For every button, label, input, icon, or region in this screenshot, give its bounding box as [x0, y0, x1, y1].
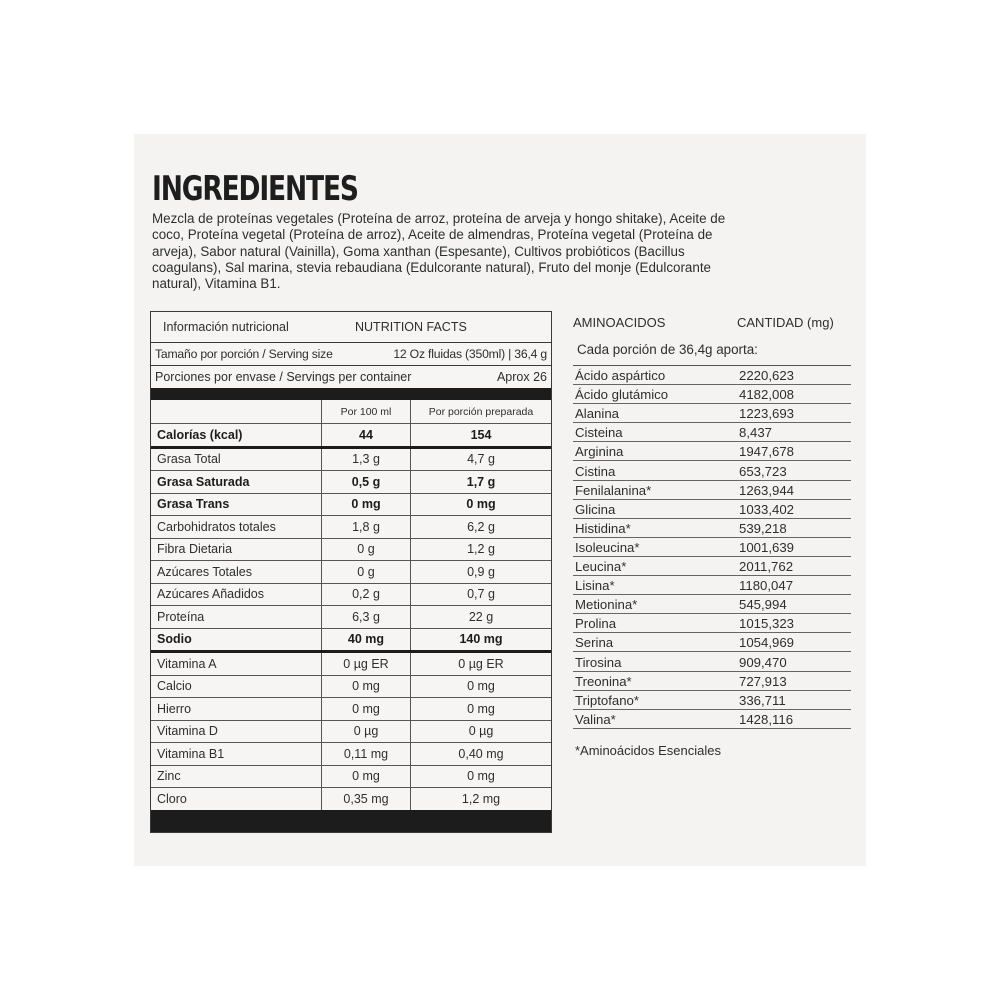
value-per-serving: 0 mg [467, 701, 495, 716]
nutrient-name: Vitamina A [151, 653, 322, 675]
nutrition-row [151, 788, 551, 810]
value-per-100ml: 0 mg [322, 698, 411, 720]
value-per-100ml: 44 [322, 424, 411, 446]
amino-name: Serina [575, 635, 614, 651]
amino-footnote: *Aminoácidos Esenciales [575, 742, 721, 758]
nutrition-row [151, 721, 551, 744]
amino-name: Cistina [575, 463, 616, 479]
nutrition-header-en: NUTRITION FACTS [355, 320, 467, 334]
amino-name: Lisina* [575, 578, 615, 594]
amino-row [573, 366, 851, 385]
amino-name: Leucina* [575, 559, 627, 575]
amino-row [573, 442, 851, 461]
value-per-100ml: 6,3 g [322, 606, 411, 628]
amino-value: 336,711 [739, 692, 786, 708]
value-per-100ml: 40 mg [322, 629, 411, 651]
nutrient-name: Vitamina D [151, 721, 322, 743]
amino-list [573, 365, 851, 729]
amino-value: 1001,639 [739, 539, 795, 555]
amino-acids-panel [573, 311, 851, 758]
amino-value: 1180,047 [739, 578, 794, 594]
amino-value: 539,218 [739, 520, 787, 536]
ingredients-title: INGREDIENTES [152, 169, 358, 209]
amino-name: Glicina [575, 501, 616, 517]
amino-value: 2220,623 [739, 368, 795, 384]
value-per-serving: 6,2 g [467, 519, 495, 534]
amino-row [573, 614, 851, 633]
value-per-100ml: 1,3 g [322, 449, 411, 471]
nutrition-row [151, 449, 551, 472]
value-per-100ml: 0 mg [322, 494, 411, 516]
amino-name: Treonina* [575, 673, 632, 689]
nutrient-name: Carbohidratos totales [151, 516, 322, 538]
nutrition-facts-table [150, 311, 552, 833]
amino-value: 1223,693 [739, 406, 795, 422]
nutrition-row [151, 629, 551, 654]
value-per-serving: 4,7 g [467, 452, 495, 467]
col-header-nutrient [151, 400, 322, 423]
divider-bar [151, 388, 551, 400]
nutrient-name: Sodio [151, 629, 322, 651]
amino-subtitle: Cada porción de 36,4g aporta: [577, 341, 758, 357]
amino-row [573, 691, 851, 710]
value-per-100ml: 0 mg [322, 676, 411, 698]
amino-row [573, 423, 851, 442]
nutrition-row [151, 766, 551, 789]
value-per-100ml: 0,35 mg [322, 788, 411, 810]
value-per-serving: 0,40 mg [458, 746, 504, 761]
amino-row [573, 385, 851, 404]
value-per-serving: 0 µg [468, 724, 494, 739]
amino-value: 545,994 [739, 597, 787, 613]
nutrient-name: Grasa Trans [151, 494, 322, 516]
amino-row [573, 461, 851, 480]
value-per-serving: 0 mg [467, 769, 495, 784]
nutrient-name: Azúcares Totales [151, 561, 322, 583]
nutrient-name: Proteína [151, 606, 322, 628]
servings-per-container-line [151, 366, 551, 388]
nutrient-name: Calorías (kcal) [151, 424, 322, 446]
amino-value: 2011,762 [739, 559, 794, 575]
amino-name: Triptofano* [575, 692, 640, 708]
nutrition-row [151, 471, 551, 494]
servings-value: Aprox 26 [496, 370, 547, 384]
amino-row [573, 519, 851, 538]
value-per-serving: 0 mg [467, 679, 495, 694]
nutrition-rows [151, 424, 551, 810]
value-per-serving: 0,9 g [467, 564, 495, 579]
value-per-100ml: 0,2 g [322, 584, 411, 606]
nutrition-row [151, 676, 551, 699]
nutrient-name: Hierro [151, 698, 322, 720]
amino-value: 1947,678 [739, 444, 795, 460]
serving-size-label: Tamaño por porción / Serving size [155, 347, 333, 361]
amino-row [573, 652, 851, 671]
value-per-serving: 0 mg [466, 497, 496, 512]
amino-value: 909,470 [739, 654, 787, 670]
nutrient-name: Fibra Dietaria [151, 539, 322, 561]
amino-header-name: AMINOACIDOS [573, 314, 666, 330]
nutrition-header-es: Información nutricional [163, 320, 289, 334]
nutrient-name: Zinc [151, 766, 322, 788]
value-per-100ml: 0 g [322, 539, 411, 561]
amino-name: Isoleucina* [575, 539, 640, 555]
amino-row [573, 404, 851, 423]
amino-value: 1033,402 [739, 501, 795, 517]
amino-row [573, 633, 851, 652]
servings-label: Porciones por envase / Servings per container [155, 370, 412, 384]
amino-name: Fenilalanina* [575, 482, 652, 498]
amino-name: Valina* [575, 711, 616, 727]
amino-value: 1263,944 [739, 482, 795, 498]
amino-value: 1015,323 [739, 616, 795, 632]
ingredients-text: Mezcla de proteínas vegetales (Proteína de arroz, proteína de arveja y hongo shitake), Aceite de coco, Proteína vegetal (Proteína de arroz), Aceite de almendras, Proteína vegetal (Proteína de arveja), Sabor natural (Vainilla), Goma xanthan (Espesante), Cultivos probióticos (Bacillus coagulans), Sal marina, stevia rebaudiana (Edulcorante natural), Fruto del monje (Edulcorante natural), Vitamina B1. [152, 211, 726, 292]
amino-value: 8,437 [739, 425, 773, 441]
bottom-bar [151, 810, 551, 832]
value-per-serving: 154 [470, 427, 492, 442]
amino-name: Alanina [575, 406, 619, 422]
amino-row [573, 710, 851, 729]
amino-value: 727,913 [739, 673, 787, 689]
value-per-100ml: 0 g [322, 561, 411, 583]
value-per-serving: 0,7 g [467, 587, 495, 602]
nutrient-name: Vitamina B1 [151, 743, 322, 765]
nutrition-row [151, 698, 551, 721]
amino-row [573, 500, 851, 519]
value-per-serving: 140 mg [459, 632, 503, 647]
amino-row [573, 538, 851, 557]
col-header-per100: Por 100 ml [322, 400, 411, 423]
column-header-row [151, 400, 551, 424]
nutrition-header [151, 312, 551, 343]
serving-size-value: 12 Oz fluidas (350ml) | 36,4 g [393, 347, 547, 361]
amino-row [573, 595, 851, 614]
nutrition-row [151, 653, 551, 676]
amino-value: 1054,969 [739, 635, 795, 651]
nutrition-row [151, 584, 551, 607]
nutrient-name: Cloro [151, 788, 322, 810]
amino-name: Ácido aspártico [575, 368, 666, 384]
nutrient-name: Grasa Total [151, 449, 322, 471]
value-per-100ml: 0 mg [322, 766, 411, 788]
value-per-serving: 1,2 mg [461, 791, 501, 806]
amino-value: 4182,008 [739, 387, 795, 403]
amino-name: Cisteina [575, 425, 623, 441]
value-per-serving: 0 µg ER [458, 656, 504, 671]
nutrition-row [151, 606, 551, 629]
nutrition-row [151, 494, 551, 517]
amino-name: Arginina [575, 444, 624, 460]
amino-row [573, 576, 851, 595]
value-per-serving: 22 g [468, 609, 494, 624]
nutrition-row [151, 561, 551, 584]
amino-name: Histidina* [575, 520, 631, 536]
amino-row [573, 481, 851, 500]
nutrient-name: Calcio [151, 676, 322, 698]
value-per-100ml: 0,5 g [322, 471, 411, 493]
value-per-100ml: 1,8 g [322, 516, 411, 538]
amino-name: Ácido glutámico [575, 387, 669, 403]
value-per-100ml: 0,11 mg [322, 743, 411, 765]
nutrient-name: Azúcares Añadidos [151, 584, 322, 606]
amino-value: 653,723 [739, 463, 787, 479]
amino-row [573, 672, 851, 691]
value-per-serving: 1,7 g [466, 474, 496, 489]
nutrition-row [151, 743, 551, 766]
amino-name: Tirosina [575, 654, 622, 670]
amino-header [573, 311, 851, 333]
amino-name: Prolina [575, 616, 617, 632]
amino-row [573, 557, 851, 576]
col-header-per-serving: Por porción preparada [428, 405, 534, 418]
amino-name: Metionina* [575, 597, 638, 613]
nutrition-row [151, 516, 551, 539]
nutrition-row [151, 539, 551, 562]
value-per-serving: 1,2 g [467, 542, 495, 557]
amino-header-qty: CANTIDAD (mg) [737, 314, 834, 330]
amino-value: 1428,116 [739, 711, 794, 727]
nutrient-name: Grasa Saturada [151, 471, 322, 493]
serving-size-line [151, 343, 551, 366]
nutrition-row [151, 424, 551, 449]
value-per-100ml: 0 µg ER [322, 653, 411, 675]
value-per-100ml: 0 µg [322, 721, 411, 743]
